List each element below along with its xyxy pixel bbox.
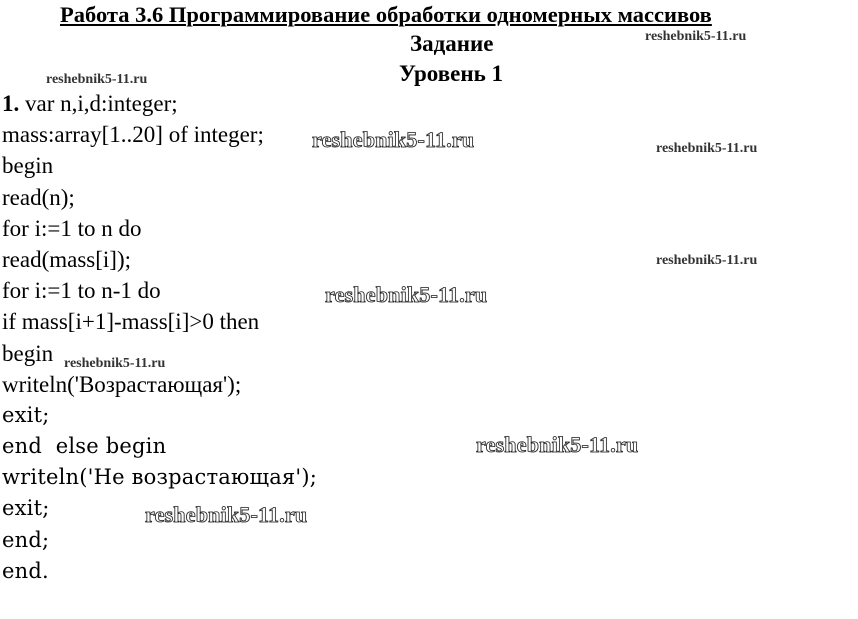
watermark: reshebnik5-11.ru	[46, 72, 148, 87]
watermark: reshebnik5-11.ru	[64, 356, 166, 371]
code-line: end;	[2, 527, 50, 552]
code-line: read(mass[i]);	[2, 246, 131, 272]
watermark: reshebnik5-11.ru	[645, 29, 747, 44]
code-line: for i:=1 to n-1 do	[2, 278, 161, 304]
code-line: end else begin	[2, 434, 167, 459]
code-line: writeln('Возрастающая');	[2, 371, 242, 397]
page-title: Работа 3.6 Программирование обработки одномерных массивов	[60, 2, 712, 27]
code-line: for i:=1 to n do	[2, 215, 142, 241]
code-line: end.	[2, 558, 49, 583]
task-heading: Задание	[410, 31, 494, 56]
watermark: reshebnik5-11.ru	[656, 253, 758, 268]
code-line	[2, 88, 317, 119]
watermark: reshebnik5-11.ru	[325, 282, 488, 307]
code-line-text: var n,i,d:integer;	[19, 91, 178, 116]
watermark: reshebnik5-11.ru	[476, 432, 639, 457]
code-line: writeln('Не возрастающая');	[2, 465, 318, 490]
code-line: read(n);	[2, 184, 75, 210]
code-line: if mass[i+1]-mass[i]>0 then	[2, 309, 260, 335]
code-line: begin	[2, 340, 54, 366]
code-line: exit;	[2, 496, 50, 521]
code-line: exit;	[2, 402, 50, 427]
watermark: reshebnik5-11.ru	[145, 502, 308, 527]
level-heading: Уровень 1	[399, 61, 504, 86]
watermark: reshebnik5-11.ru	[312, 127, 475, 152]
task-number: 1.	[2, 91, 20, 116]
watermark: reshebnik5-11.ru	[656, 141, 758, 156]
code-line: mass:array[1..20] of integer;	[2, 122, 264, 148]
code-line: begin	[2, 153, 54, 179]
